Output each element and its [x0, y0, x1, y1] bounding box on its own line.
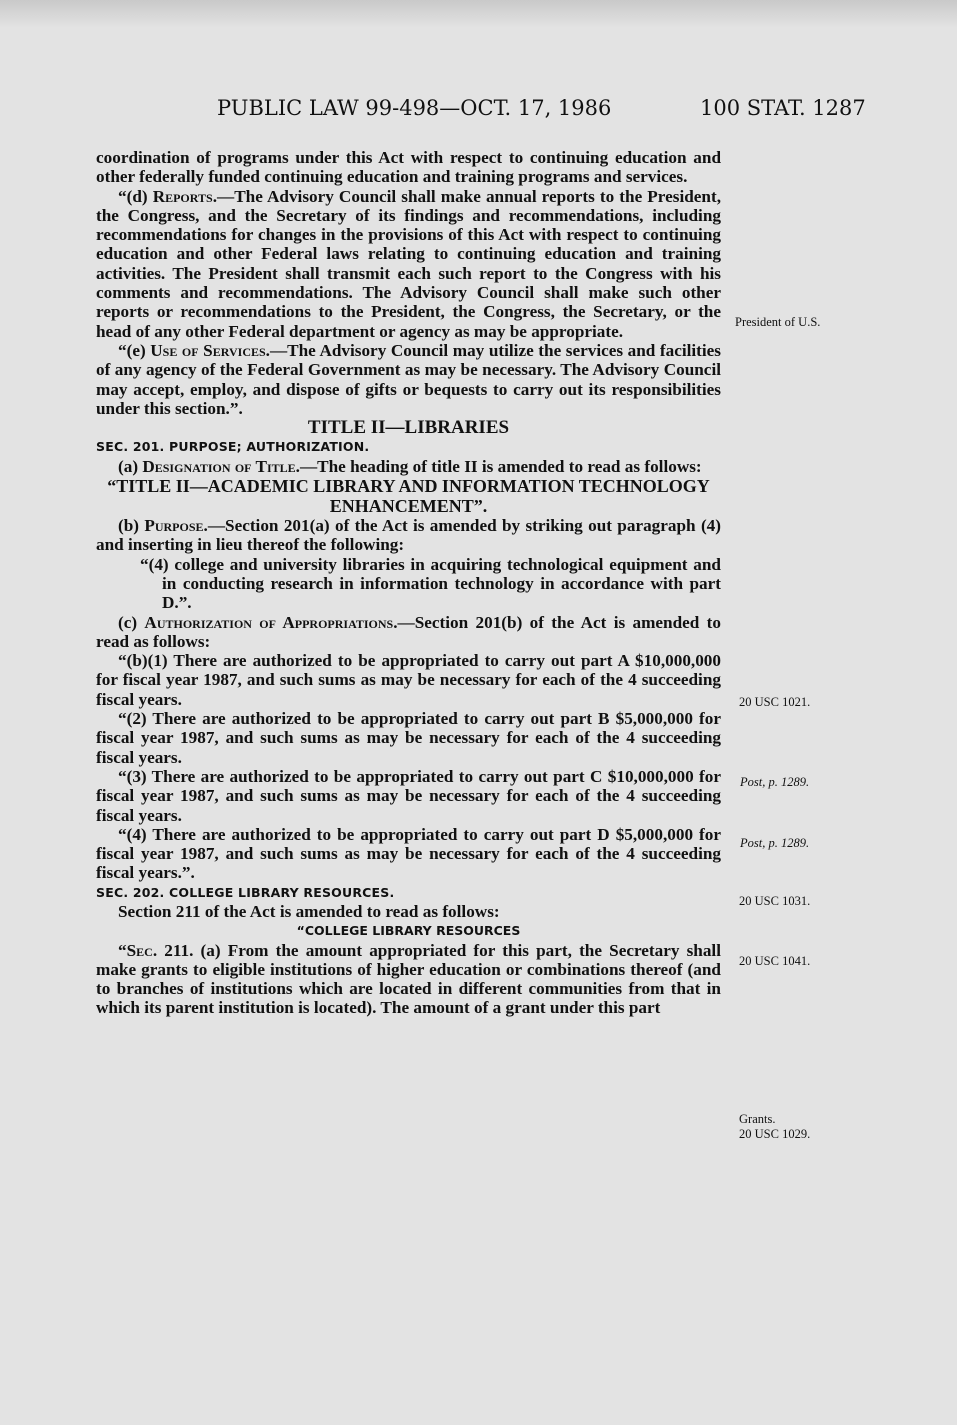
- use-of-services-text: —The Advisory Council may utilize the services and facilities of any agency of the Federal Government as may be necessary. The Advisory Council may accept, employ, and dispose of gifts or bequests to carry out its responsibilities under this section.”.: [96, 340, 721, 418]
- designation-text: —The heading of title II is amended to read as follows:: [299, 456, 702, 476]
- margin-note-20-usc-1041: 20 USC 1041.: [739, 954, 811, 968]
- paragraph-part-c: “(3) There are authorized to be appropriated to carry out part C $10,000,000 for fiscal year 1987, and such sums as may be necessary for each of the 4 succeeding fiscal years.: [96, 766, 721, 825]
- paragraph-authorization: [96, 613, 721, 652]
- authorization-heading: Authorization of Appropriations.: [144, 612, 398, 632]
- running-header: [0, 96, 957, 126]
- authorization-text: —Section 201(b) of the Act is amended to read as follows:: [96, 612, 721, 651]
- paragraph-marker: “: [118, 940, 127, 960]
- margin-note-20-usc-1021: 20 USC 1021.: [739, 695, 811, 709]
- reports-text: —The Advisory Council shall make annual reports to the President, the Congress, and the Secretary of its findings and recommendations, including recommendations for changes in the provisions of this Act with respect to continuing education and other Federal laws relating to continuing education and training activities. The President shall transmit each such report to the Congress with his comments and recommendations. The Advisory Council shall make such other reports or recommendations to the President, the Congress, the Secretary, or the head of any other Federal department or agency as may be appropriate.: [96, 186, 721, 341]
- margin-note-president: President of U.S.: [735, 315, 821, 329]
- header-public-law: PUBLIC LAW 99-498—OCT. 17, 1986: [217, 96, 612, 120]
- section-202-heading: SEC. 202. COLLEGE LIBRARY RESOURCES.: [96, 884, 395, 900]
- header-stat-page: 100 STAT. 1287: [700, 96, 866, 120]
- paragraph-marker: (b): [118, 516, 145, 536]
- paragraph-marker: “(e): [118, 340, 151, 360]
- paragraph-part-a: “(b)(1) There are authorized to be appropriated to carry out part A $10,000,000 for fiscal year 1987, and such sums as may be necessary for each of the 4 succeeding fiscal years.: [96, 651, 721, 709]
- main-text-column: [96, 148, 721, 1018]
- margin-note-post-1289-b: Post, p. 1289.: [740, 836, 810, 850]
- paragraph-purpose: [96, 516, 721, 555]
- use-of-services-heading: Use of Services.: [150, 340, 270, 360]
- paragraph-marker: (a): [118, 456, 143, 476]
- designation-heading: Designation of Title.: [142, 456, 300, 476]
- paragraph-part-d: “(4) There are authorized to be appropriated to carry out part D $5,000,000 for fiscal year 1987, and such sums as may be necessary for each of the 4 succeeding fiscal years.”.: [96, 824, 721, 883]
- reports-heading: Reports.: [152, 186, 217, 206]
- paragraph-college-libraries: “(4) college and university libraries in acquiring technological equipment and in conducting research in information technology in accordance with part D.”.: [140, 554, 721, 613]
- section-201-heading: SEC. 201. PURPOSE; AUTHORIZATION.: [96, 439, 370, 455]
- purpose-text: —Section 201(a) of the Act is amended by striking out paragraph (4) and inserting in lieu thereof the following:: [96, 516, 721, 555]
- title-ii-heading: TITLE II—LIBRARIES: [307, 417, 510, 439]
- paragraph-marker: “(d): [118, 186, 153, 206]
- margin-note-post-1289-a: Post, p. 1289.: [740, 775, 810, 789]
- scan-edge-shadow: [0, 0, 957, 28]
- sec-label: Sec.: [126, 940, 158, 960]
- amended-title-heading: “TITLE II—ACADEMIC LIBRARY AND INFORMATION TECHNOLOGY ENHANCEMENT”.: [107, 476, 710, 517]
- paragraph-part-b: “(2) There are authorized to be appropriated to carry out part B $5,000,000 for fiscal year 1987, and such sums as may be necessary for each of the 4 succeeding fiscal years.: [96, 709, 721, 767]
- purpose-heading: Purpose.: [144, 516, 208, 536]
- margin-note-grants: Grants.: [739, 1112, 776, 1126]
- paragraph-use-of-services: [96, 341, 721, 418]
- sec-211-text: 211. (a) From the amount appropriated for this part, the Secretary shall make grants to eligible institutions of higher education or combinations thereof (and to branches of institutions which are located in different communities from that in which its parent institution is located). The amount of a grant under this part: [96, 940, 721, 1018]
- paragraph-sec-211: [96, 941, 721, 1018]
- paragraph-designation-of-title: [96, 457, 721, 476]
- margin-note-20-usc-1031: 20 USC 1031.: [739, 894, 811, 908]
- paragraph-section-211-amended: Section 211 of the Act is amended to read as follows:: [118, 901, 500, 921]
- paragraph-coordination: coordination of programs under this Act with respect to continuing education and other federally funded continuing education and training programs and services.: [96, 148, 721, 187]
- college-library-resources-heading: “COLLEGE LIBRARY RESOURCES: [296, 923, 521, 939]
- margin-note-20-usc-1029: 20 USC 1029.: [739, 1127, 811, 1141]
- paragraph-marker: (c): [118, 612, 145, 632]
- paragraph-reports: [96, 187, 721, 341]
